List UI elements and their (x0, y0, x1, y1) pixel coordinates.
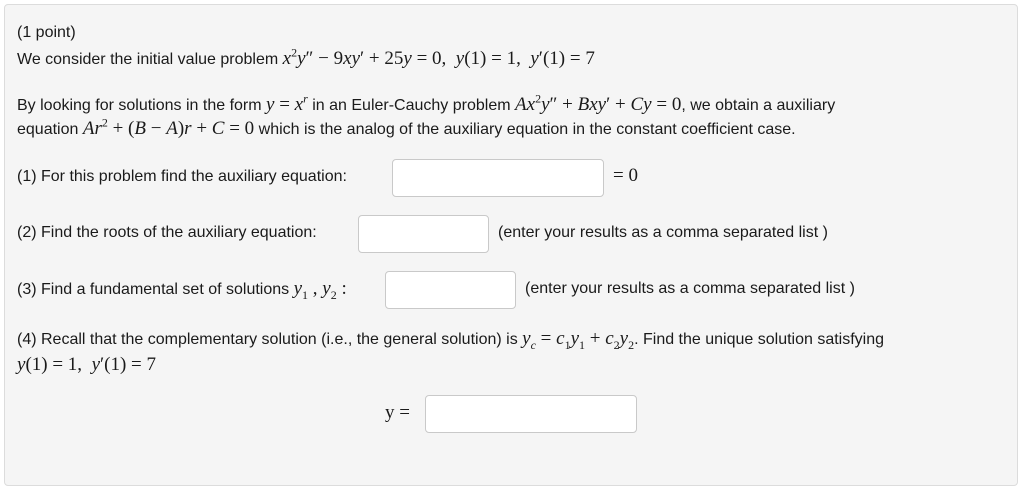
aux-equation-general: $Ar^2 + (B - A)r + C = 0$ (82, 115, 255, 139)
initial-conditions: y(1) = 1, y′(1) = 7 (17, 354, 157, 375)
fundamental-set-symbols: $y_1$ , $y_2$ : (293, 278, 347, 302)
roots-input[interactable] (358, 215, 489, 253)
problem-intro-text: We consider the initial value problem (17, 51, 279, 68)
q3-label: (3) Find a fundamental set of solutions (17, 281, 290, 298)
answer-prefix: y = (385, 402, 410, 423)
q1-label: (1) For this problem find the auxiliary equation: (17, 168, 347, 185)
problem-panel (4, 4, 1018, 486)
method-text-d: equation (17, 121, 79, 138)
q4-label-a: (4) Recall that the complementary solution (i.e., the general solution) is (17, 331, 518, 348)
q2-hint: (enter your results as a comma separated list ) (498, 224, 828, 241)
q2-label: (2) Find the roots of the auxiliary equation: (17, 224, 317, 241)
q3-label-row (17, 279, 347, 300)
unique-solution-input[interactable] (425, 395, 637, 433)
trial-solution: $y = x^r$ (266, 91, 308, 115)
problem-statement (17, 45, 595, 70)
method-text-a: By looking for solutions in the form (17, 97, 262, 114)
complementary-solution: $y_c = c_1y_1 + c_2y_2$ (522, 328, 635, 352)
method-text-b: in an Euler-Cauchy problem (312, 97, 511, 114)
q4-line-1 (17, 329, 884, 350)
method-text-c: , we obtain a auxiliary (681, 97, 836, 114)
aux-equation-input[interactable] (392, 159, 604, 197)
method-line-1 (17, 91, 836, 116)
points-label: (1 point) (17, 24, 76, 41)
method-text-e: which is the analog of the auxiliary equation in the constant coefficient case. (258, 121, 796, 138)
q3-hint: (enter your results as a comma separated list ) (525, 280, 855, 297)
ode-equation: $x^2y'' - 9xy' + 25y = 0$, y(1) = 1, y′(1) = 7 (282, 45, 595, 69)
method-line-2 (17, 115, 796, 140)
fundamental-set-input[interactable] (385, 271, 516, 309)
q4-label-b: . Find the unique solution satisfying (634, 331, 885, 348)
euler-cauchy-form: $Ax^2y'' + Bxy' + Cy = 0$ (515, 91, 682, 115)
q1-equals-zero: = 0 (613, 165, 638, 186)
